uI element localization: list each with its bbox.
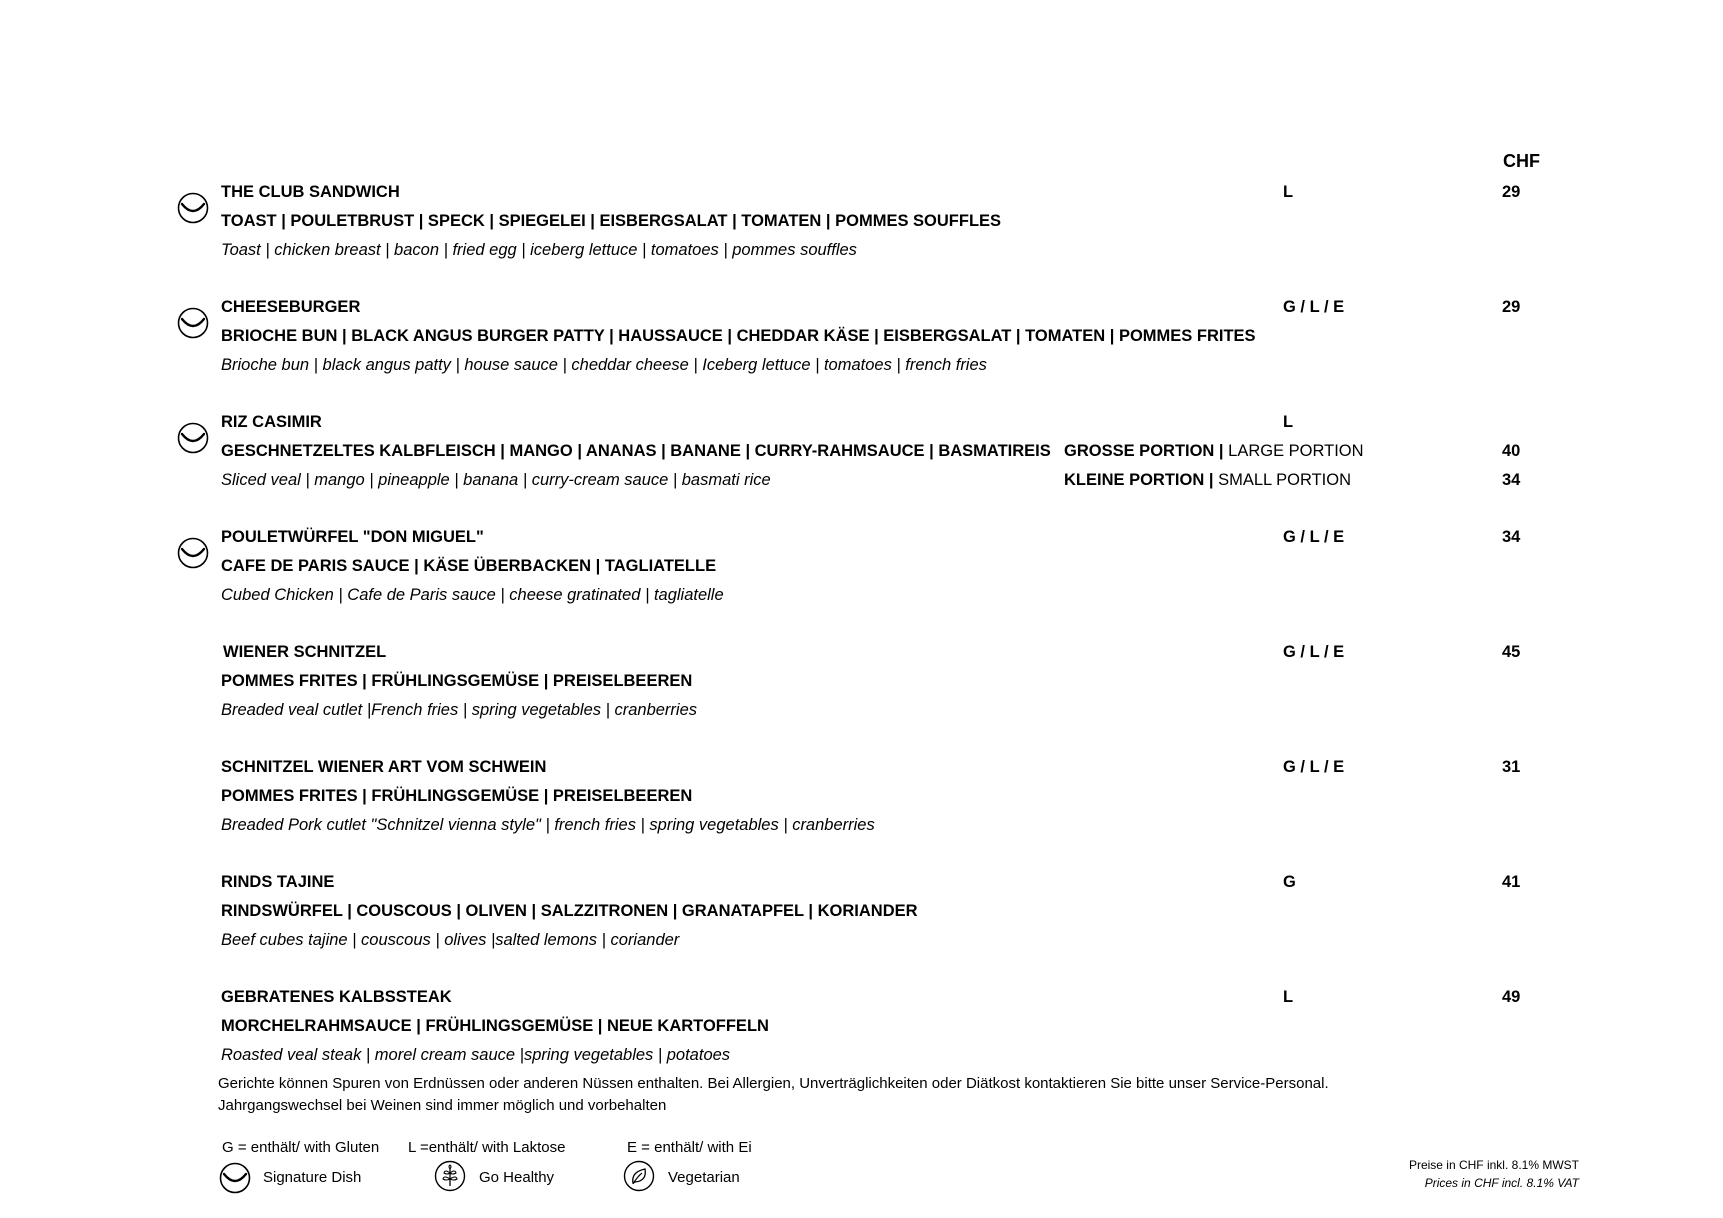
signature-dish-icon <box>177 192 209 224</box>
dish-description-en: Beef cubes tajine | couscous | olives |salted lemons | coriander <box>221 931 680 949</box>
dish-description-en: Cubed Chicken | Cafe de Paris sauce | cheese gratinated | tagliatelle <box>221 586 724 604</box>
allergy-notice-line2: Jahrgangswechsel bei Weinen sind immer möglich und vorbehalten <box>218 1097 667 1114</box>
dish-allergens: L <box>1283 413 1294 431</box>
portion-large <box>1064 437 1364 466</box>
dish-name: WIENER SCHNITZEL <box>223 643 387 661</box>
dish-allergens: G / L / E <box>1283 528 1345 546</box>
dish-price: 49 <box>1502 988 1521 1006</box>
dish-description-de: RINDSWÜRFEL | COUSCOUS | OLIVEN | SALZZITRONEN | GRANATAPFEL | KORIANDER <box>221 902 918 920</box>
signature-dish-icon <box>219 1162 251 1194</box>
dish-price: 29 <box>1502 183 1521 201</box>
dish-name: THE CLUB SANDWICH <box>221 183 400 201</box>
dish-description-en: Breaded Pork cutlet "Schnitzel vienna style" | french fries | spring vegetables | cranberries <box>221 816 875 834</box>
menu-item-wiener-schnitzel <box>0 638 1723 728</box>
dish-description-de: BRIOCHE BUN | BLACK ANGUS BURGER PATTY | HAUSSAUCE | CHEDDAR KÄSE | EISBERGSALAT | TOMATEN | POMMES FRITES <box>221 327 1256 345</box>
signature-dish-icon <box>177 422 209 454</box>
go-healthy-icon <box>434 1160 466 1192</box>
dish-name: RINDS TAJINE <box>221 873 335 891</box>
menu-item-pouletwuerfel-don-miguel <box>0 523 1723 613</box>
menu-item-club-sandwich <box>0 178 1723 268</box>
menu-item-cheeseburger <box>0 293 1723 383</box>
portion-large-price: 40 <box>1502 442 1521 460</box>
dish-description-de: POMMES FRITES | FRÜHLINGSGEMÜSE | PREISELBEEREN <box>221 787 693 805</box>
dish-description-en: Brioche bun | black angus patty | house sauce | cheddar cheese | Iceberg lettuce | tomatoes | french fries <box>221 356 987 374</box>
dish-allergens: L <box>1283 183 1294 201</box>
dish-name: RIZ CASIMIR <box>221 413 322 431</box>
dish-allergens: G <box>1283 873 1296 891</box>
legend-lactose: L =enthält/ with Laktose <box>408 1139 566 1156</box>
dish-price: 41 <box>1502 873 1521 891</box>
menu-item-schnitzel-schwein <box>0 753 1723 843</box>
dish-allergens: G / L / E <box>1283 298 1345 316</box>
portion-label-de: GROSSE PORTION | <box>1064 442 1224 460</box>
portion-small <box>1064 466 1351 495</box>
legend-healthy: Go Healthy <box>479 1169 555 1186</box>
dish-price: 45 <box>1502 643 1521 661</box>
allergy-notice-line1: Gerichte können Spuren von Erdnüssen oder anderen Nüssen enthalten. Bei Allergien, Unverträglichkeiten oder Diätkost kontaktieren Sie bitte unser Service-Personal. <box>218 1075 1329 1092</box>
legend-signature: Signature Dish <box>263 1169 362 1186</box>
menu-item-riz-casimir <box>0 408 1723 498</box>
dish-description-en: Sliced veal | mango | pineapple | banana | curry-cream sauce | basmati rice <box>221 471 771 489</box>
dish-allergens: G / L / E <box>1283 643 1345 661</box>
dish-description-en: Toast | chicken breast | bacon | fried egg | iceberg lettuce | tomatoes | pommes souffles <box>221 241 857 259</box>
dish-name: CHEESEBURGER <box>221 298 361 316</box>
signature-dish-icon <box>177 307 209 339</box>
allergy-notice <box>218 1073 1418 1117</box>
portion-label-de: KLEINE PORTION | <box>1064 471 1214 489</box>
dish-name: GEBRATENES KALBSSTEAK <box>221 988 452 1006</box>
legend-egg: E = enthält/ with Ei <box>627 1139 752 1156</box>
signature-dish-icon <box>177 537 209 569</box>
menu-item-gebratenes-kalbssteak <box>0 983 1723 1073</box>
dish-description-de: POMMES FRITES | FRÜHLINGSGEMÜSE | PREISELBEEREN <box>221 672 693 690</box>
legend-vegetarian: Vegetarian <box>668 1169 740 1186</box>
dish-description-de: GESCHNETZELTES KALBFLEISCH | MANGO | ANANAS | BANANE | CURRY-RAHMSAUCE | BASMATIREIS <box>221 442 1051 460</box>
portion-label-en: SMALL PORTION <box>1218 471 1352 489</box>
dish-name: POULETWÜRFEL "DON MIGUEL" <box>221 528 484 546</box>
dish-price: 29 <box>1502 298 1521 316</box>
vat-note-en: Prices in CHF incl. 8.1% VAT <box>1424 1176 1579 1190</box>
portion-label-en: LARGE PORTION <box>1228 442 1364 460</box>
dish-allergens: G / L / E <box>1283 758 1345 776</box>
dish-description-de: TOAST | POULETBRUST | SPECK | SPIEGELEI | EISBERGSALAT | TOMATEN | POMMES SOUFFLES <box>221 212 1002 230</box>
dish-description-en: Roasted veal steak | morel cream sauce |spring vegetables | potatoes <box>221 1046 731 1064</box>
currency-header: CHF <box>1503 151 1540 171</box>
dish-allergens: L <box>1283 988 1294 1006</box>
menu-item-rinds-tajine <box>0 868 1723 958</box>
dish-description-en: Breaded veal cutlet |French fries | spring vegetables | cranberries <box>221 701 698 719</box>
dish-description-de: CAFE DE PARIS SAUCE | KÄSE ÜBERBACKEN | TAGLIATELLE <box>221 557 717 575</box>
vegetarian-leaf-icon <box>623 1160 655 1192</box>
dish-description-de: MORCHELRAHMSAUCE | FRÜHLINGSGEMÜSE | NEUE KARTOFFELN <box>221 1017 769 1035</box>
dish-name: SCHNITZEL WIENER ART VOM SCHWEIN <box>221 758 547 776</box>
dish-price: 31 <box>1502 758 1521 776</box>
vat-note-de: Preise in CHF inkl. 8.1% MWST <box>1408 1158 1579 1172</box>
portion-small-price: 34 <box>1502 471 1521 489</box>
dish-price: 34 <box>1502 528 1521 546</box>
legend-gluten: G = enthält/ with Gluten <box>222 1139 380 1156</box>
